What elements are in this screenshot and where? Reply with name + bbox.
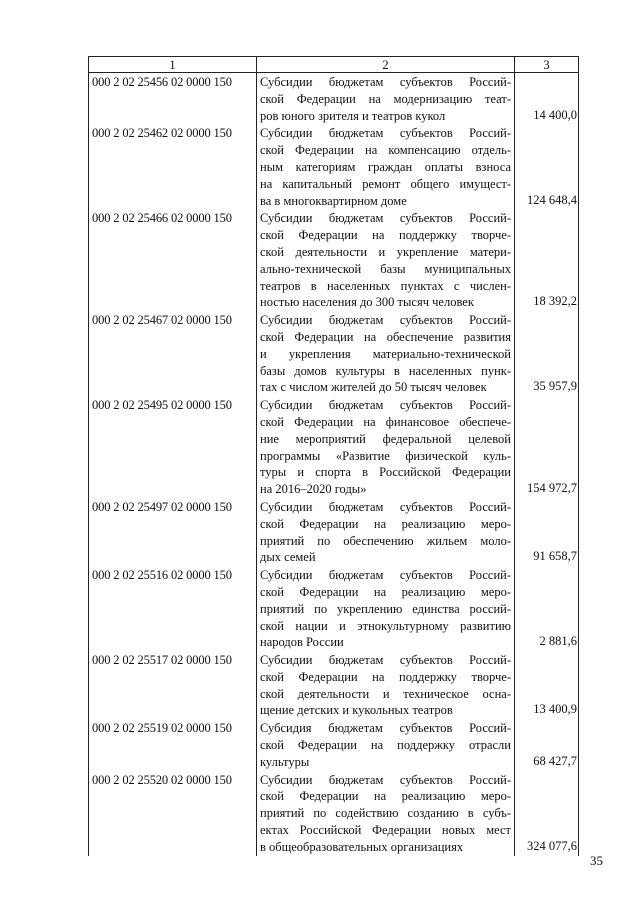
- description-line: ской Федерации на реализацию меро-: [260, 516, 511, 531]
- description-line: щение детских и кукольных театров: [260, 703, 453, 718]
- amount-value: 13 400,9: [515, 651, 579, 719]
- description-line: приятий по содействию созданию в субъ-: [260, 806, 511, 821]
- column-header-2: 2: [257, 57, 515, 73]
- subsidy-description: [257, 719, 515, 770]
- subsidy-description: [257, 396, 515, 498]
- table-row: [89, 124, 579, 209]
- description-line: Субсидии бюджетам субъектов Россий-: [260, 772, 511, 787]
- description-line: ской Федерации на поддержку творче-: [260, 228, 511, 243]
- description-line: Субсидия бюджетам субъектов Россий-: [260, 721, 511, 736]
- description-line: и укрепления материально-технической: [260, 346, 511, 361]
- description-line: театров в населенных пунктах с числен-: [260, 278, 511, 293]
- description-line: Субсидии бюджетам субъектов Россий-: [260, 653, 511, 668]
- description-line: ние мероприятий федеральной целевой: [260, 431, 511, 446]
- amount-value: 14 400,0: [515, 73, 579, 125]
- amount-value: 91 658,7: [515, 498, 579, 566]
- description-line: ектах Российской Федерации новых мест: [260, 823, 511, 838]
- description-line: Субсидии бюджетам субъектов Россий-: [260, 75, 511, 89]
- amount-value: 18 392,2: [515, 209, 579, 311]
- description-line: ской Федерации на поддержку творче-: [260, 669, 511, 684]
- budget-code: 000 2 02 25517 02 0000 150: [89, 651, 257, 719]
- description-line: Субсидии бюджетам субъектов Россий-: [260, 126, 511, 141]
- subsidy-description: [257, 73, 515, 125]
- budget-code: 000 2 02 25462 02 0000 150: [89, 124, 257, 209]
- description-line: ально-технической базы муниципальных: [260, 261, 511, 276]
- table-row: [89, 719, 579, 770]
- description-line: Субсидии бюджетам субъектов Россий-: [260, 499, 511, 514]
- column-header-3: 3: [515, 57, 579, 73]
- subsidy-description: [257, 498, 515, 566]
- subsidy-description: [257, 771, 515, 856]
- description-line: ской Федерации на обеспечение развития: [260, 329, 511, 344]
- description-line: приятий по обеспечению жильем моло-: [260, 533, 511, 548]
- description-line: ской Федерации на модернизацию теат-: [260, 91, 511, 106]
- amount-value: 68 427,7: [515, 719, 579, 770]
- description-line: тах с числом жителей до 50 тысяч человек: [260, 380, 487, 395]
- column-header-1: 1: [89, 57, 257, 73]
- description-line: приятий по укреплению единства россий-: [260, 601, 511, 616]
- subsidy-description: [257, 124, 515, 209]
- description-line: ской деятельности и техническое осна-: [260, 686, 511, 701]
- budget-table: [88, 56, 579, 856]
- table-body: [89, 73, 579, 856]
- description-line: дых семей: [260, 550, 316, 565]
- page-number: 35: [590, 853, 603, 868]
- subsidy-description: [257, 651, 515, 719]
- table-row: [89, 498, 579, 566]
- description-line: ской деятельности и укрепление матери-: [260, 244, 511, 259]
- description-line: культуры: [260, 754, 310, 769]
- amount-value: 35 957,9: [515, 311, 579, 396]
- table-row: [89, 566, 579, 651]
- description-line: ской Федерации на реализацию меро-: [260, 584, 511, 599]
- table-row: [89, 209, 579, 311]
- budget-code: 000 2 02 25467 02 0000 150: [89, 311, 257, 396]
- table-row: [89, 311, 579, 396]
- subsidy-description: [257, 566, 515, 651]
- description-line: базы домов культуры в населенных пунк-: [260, 363, 511, 378]
- description-line: на 2016–2020 годы»: [260, 482, 367, 497]
- table-header-row: [89, 57, 579, 73]
- description-line: в общеобразовательных организациях: [260, 839, 464, 854]
- description-line: Субсидии бюджетам субъектов Россий-: [260, 211, 511, 226]
- description-line: на капитальный ремонт общего имущест-: [260, 176, 511, 191]
- budget-code: 000 2 02 25520 02 0000 150: [89, 771, 257, 856]
- description-line: ской нации и этнокультурному развитию: [260, 618, 511, 633]
- budget-code: 000 2 02 25497 02 0000 150: [89, 498, 257, 566]
- subsidy-description: [257, 209, 515, 311]
- description-line: туры и спорта в Российской Федерации: [260, 465, 511, 480]
- budget-code: 000 2 02 25466 02 0000 150: [89, 209, 257, 311]
- table-row: [89, 651, 579, 719]
- budget-code: 000 2 02 25519 02 0000 150: [89, 719, 257, 770]
- description-line: ской Федерации на реализацию меро-: [260, 789, 511, 804]
- table-row: [89, 73, 579, 125]
- amount-value: 154 972,7: [515, 396, 579, 498]
- description-line: ва в многоквартирном доме: [260, 193, 407, 208]
- description-line: народов России: [260, 635, 344, 650]
- description-line: Субсидии бюджетам субъектов Россий-: [260, 568, 511, 583]
- description-line: ров юного зрителя и театров кукол: [260, 108, 446, 123]
- amount-value: 124 648,4: [515, 124, 579, 209]
- table-row: [89, 396, 579, 498]
- description-line: ской Федерации на компенсацию отдель-: [260, 143, 511, 158]
- budget-code: 000 2 02 25516 02 0000 150: [89, 566, 257, 651]
- table-row: [89, 771, 579, 856]
- amount-value: 324 077,6: [515, 771, 579, 856]
- description-line: ской Федерации на финансовое обеспече-: [260, 414, 511, 429]
- description-line: ным категориям граждан оплаты взноса: [260, 159, 511, 174]
- description-line: Субсидии бюджетам субъектов Россий-: [260, 313, 511, 328]
- subsidy-description: [257, 311, 515, 396]
- description-line: ностью населения до 300 тысяч человек: [260, 295, 474, 310]
- amount-value: 2 881,6: [515, 566, 579, 651]
- description-line: ской Федерации на поддержку отрасли: [260, 738, 511, 753]
- description-line: программы «Развитие физической куль-: [260, 448, 511, 463]
- budget-code: 000 2 02 25495 02 0000 150: [89, 396, 257, 498]
- budget-code: 000 2 02 25456 02 0000 150: [89, 73, 257, 125]
- description-line: Субсидии бюджетам субъектов Россий-: [260, 398, 511, 413]
